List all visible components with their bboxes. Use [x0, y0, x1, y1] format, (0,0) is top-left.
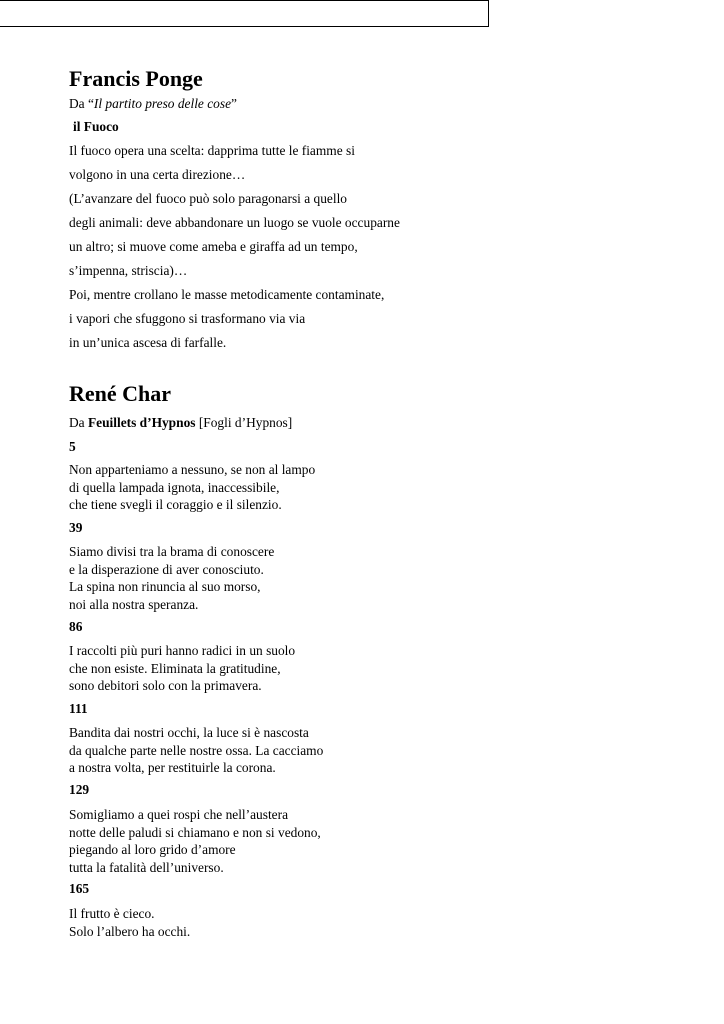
- source-title-ponge: Il partito preso delle cose: [93, 96, 232, 111]
- poem-line: s’impenna, striscia)…: [69, 263, 188, 278]
- source-line-ponge: Da “Il partito preso delle cose”: [69, 96, 237, 111]
- fragment-number: 165: [69, 881, 90, 896]
- author-heading-char: René Char: [69, 381, 172, 406]
- fragment-number: 86: [69, 619, 83, 634]
- fragment-line: Bandita dai nostri occhi, la luce si è nascosta: [69, 725, 309, 740]
- fragment-line: Non apparteniamo a nessuno, se non al lampo: [69, 462, 316, 477]
- fragment-text: [69, 461, 315, 514]
- poem-line: i vapori che sfuggono si trasformano via via: [69, 311, 306, 326]
- fragment-line: noi alla nostra speranza.: [69, 596, 199, 612]
- fragment-line: e la disperazione di aver conosciuto.: [69, 561, 264, 577]
- poem-line: Il fuoco opera una scelta: dapprima tutte le fiamme si: [69, 143, 355, 158]
- fragment-text: [69, 806, 321, 876]
- fragment-line: di quella lampada ignota, inaccessibile,: [69, 479, 280, 495]
- fragment-line: Siamo divisi tra la brama di conoscere: [69, 544, 275, 559]
- fragment-text: [69, 642, 295, 695]
- fragment-line: tutta la fatalità dell’universo.: [69, 859, 224, 875]
- fragment-number: 5: [69, 439, 76, 454]
- fragment-number: 39: [69, 520, 83, 535]
- fragment-line: La spina non rinuncia al suo morso,: [69, 579, 261, 594]
- fragment-line: da qualche parte nelle nostre ossa. La cacciamo: [69, 742, 324, 758]
- fragment-line: che tiene svegli il coraggio e il silenzio.: [69, 497, 282, 512]
- poem-line: (L’avanzare del fuoco può solo paragonarsi a quello: [69, 191, 347, 206]
- fragment-line: sono debitori solo con la primavera.: [69, 678, 262, 693]
- poem-line: volgono in una certa direzione…: [69, 167, 246, 182]
- poem-line: un altro; si muove come ameba e giraffa ad un tempo,: [69, 239, 358, 254]
- fragment-number: 129: [69, 782, 90, 797]
- fragment-text: [69, 905, 190, 940]
- fragment-line: piegando al loro grido d’amore: [69, 842, 236, 857]
- poem-line: degli animali: deve abbandonare un luogo se vuole occuparne: [69, 215, 400, 230]
- fragment-line: Somigliamo a quei rospi che nell’austera: [69, 807, 289, 822]
- poem-title-ponge: il Fuoco: [73, 119, 119, 134]
- fragment-text: [69, 724, 323, 777]
- poem-line: Poi, mentre crollano le masse metodicamente contaminate,: [69, 287, 385, 302]
- source-title-char: Feuillets d’Hypnos: [87, 415, 196, 430]
- source-line-char: Da Feuillets d’Hypnos [Fogli d’Hypnos]: [69, 415, 293, 430]
- fragment-line: I raccolti più puri hanno radici in un suolo: [69, 643, 296, 658]
- fragment-line: Il frutto è cieco.: [69, 906, 155, 921]
- fragment-line: che non esiste. Eliminata la gratitudine,: [69, 660, 281, 676]
- fragment-line: Solo l’albero ha occhi.: [69, 923, 191, 939]
- author-heading-ponge: Francis Ponge: [69, 66, 203, 91]
- header-box: [0, 0, 489, 27]
- poem-line: in un’unica ascesa di farfalle.: [69, 335, 227, 350]
- fragment-text: [69, 543, 274, 613]
- fragment-line: a nostra volta, per restituirle la corona.: [69, 760, 276, 775]
- fragment-number: 111: [69, 701, 88, 716]
- fragment-line: notte delle paludi si chiamano e non si vedono,: [69, 824, 321, 840]
